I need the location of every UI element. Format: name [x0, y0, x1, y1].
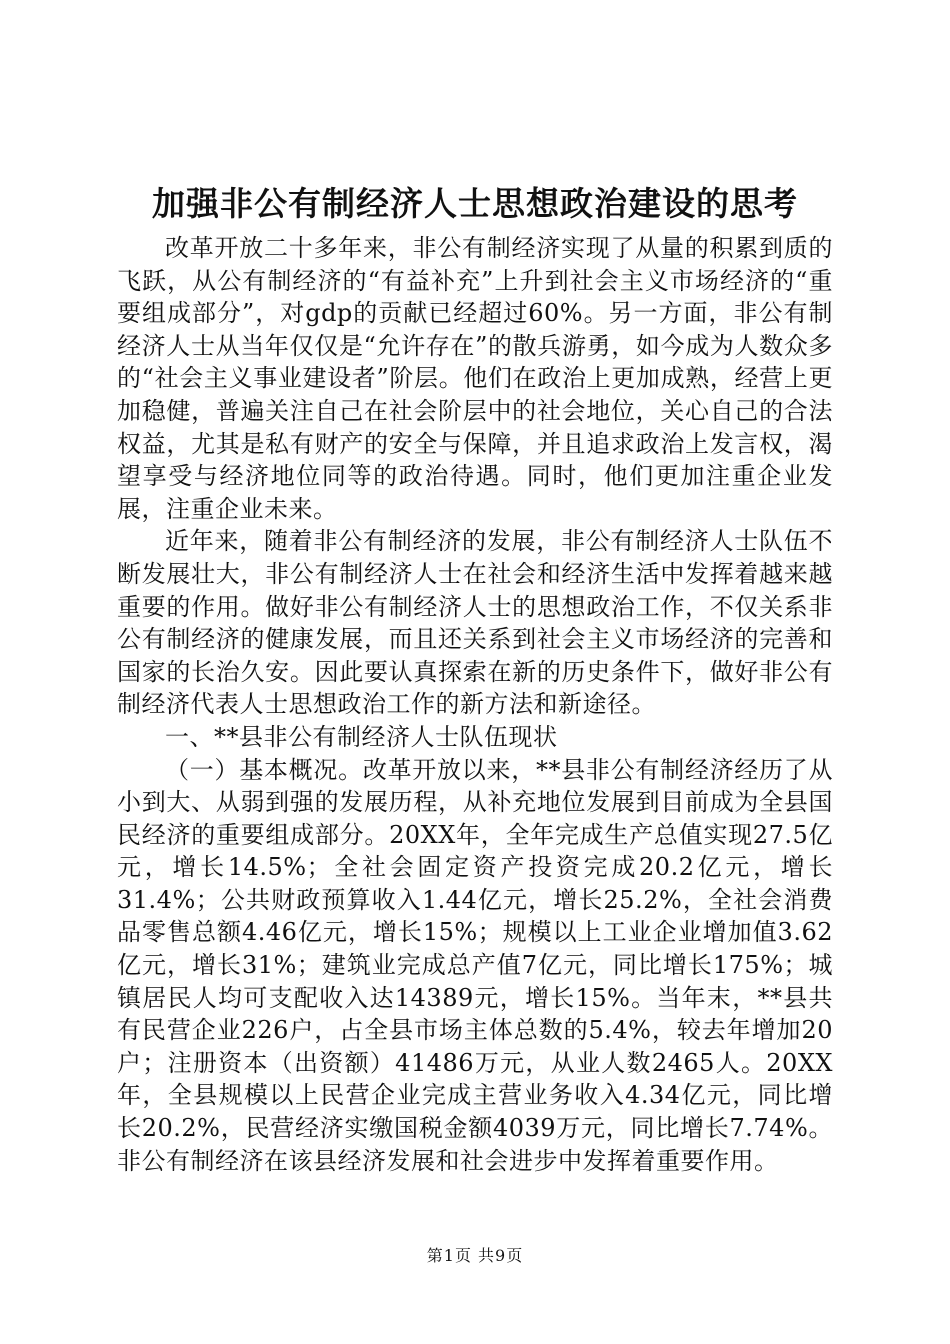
document-title: 加强非公有制经济人士思想政治建设的思考 [152, 184, 798, 223]
section-heading-1: 一、**县非公有制经济人士队伍现状 [165, 722, 558, 751]
paragraph-recent-years: 近年来，随着非公有制经济的发展，非公有制经济人士队伍不断发展壮大，非公有制经济人士在社会和经济生活中发挥着越来越重要的作用。做好非公有制经济人士的思想政治工作，不仅关系非公有制经济的健康发展，而且还关系到社会主义市场经济的完善和国家的长治久安。因此要认真探索在新的历史条件下，做好非公有制经济代表人士思想政治工作的新方法和新途径。 [117, 527, 833, 719]
page-footer: 第1页 共9页 [426, 1246, 524, 1265]
paragraph-intro: 改革开放二十多年来，非公有制经济实现了从量的积累到质的飞跃，从公有制经济的“有益补充”上升到社会主义市场经济的“重要组成部分”，对gdp的贡献已经超过60%。另一方面，非公有制经济人士从当年仅仅是“允许存在”的散兵游勇，如今成为人数众多的“社会主义事业建设者”阶层。他们在政治上更加成熟，经营上更加稳健，普遍关注自己在社会阶层中的社会地位，关心自己的合法权益，尤其是私有财产的安全与保障，并且追求政治上发言权，渴望享受与经济地位同等的政治待遇。同时，他们更加注重企业发展，注重企业未来。 [117, 234, 833, 523]
document-body [117, 232, 833, 1177]
paragraph-basic-overview: （一）基本概况。改革开放以来，**县非公有制经济经历了从小到大、从弱到强的发展历程，从补充地位发展到目前成为全县国民经济的重要组成部分。20XX年，全年完成生产总值实现27.5亿元，增长14.5%；全社会固定资产投资完成20.2亿元，增长31.4%；公共财政预算收入1.44亿元，增长25.2%，全社会消费品零售总额4.46亿元，增长15%；规模以上工业企业增加值3.62亿元，增长31%；建筑业完成总产值7亿元，同比增长175%；城镇居民人均可支配收入达14389元，增长15%。当年末，**县共有民营企业226户，占全县市场主体总数的5.4%，较去年增加20户；注册资本（出资额）41486万元，从业人数2465人。20XX年，全县规模以上民营企业完成主营业务收入4.34亿元，同比增长20.2%，民营经济实缴国税金额4039万元，同比增长7.74%。非公有制经济在该县经济发展和社会进步中发挥着重要作用。 [117, 755, 833, 1175]
